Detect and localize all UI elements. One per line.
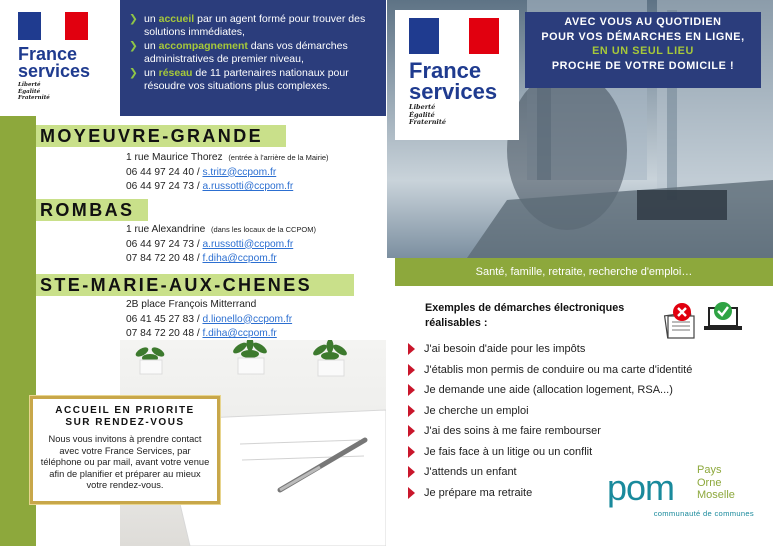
logo-line-1: France xyxy=(18,44,78,64)
example-item: Je prépare ma retraite xyxy=(408,487,532,499)
ccpom-name-line: Pays xyxy=(697,464,722,476)
ccpom-subtitle: communauté de communes xyxy=(653,509,754,518)
marianne-flag-icon xyxy=(18,12,88,40)
city-ste-marie: STE-MARIE-AUX-CHENES xyxy=(40,275,313,295)
intro-box xyxy=(120,0,386,116)
arrow-right-icon xyxy=(408,364,415,376)
intro-item: ❯ un accompagnement dans vos démarches administratives de premier niveau, xyxy=(129,39,348,66)
phone[interactable]: 07 84 72 20 48 xyxy=(126,253,194,264)
phone[interactable]: 06 44 97 24 40 xyxy=(126,166,194,178)
email-link[interactable]: s.tritz@ccpom.fr xyxy=(202,166,277,178)
example-item: J'attends un enfant xyxy=(408,466,517,478)
headline-line: PROCHE DE VOTRE DOMICILE ! xyxy=(551,59,735,72)
motto-fraternite: Fraternité xyxy=(409,118,447,126)
phone[interactable]: 06 44 97 24 73 xyxy=(126,238,194,250)
phone[interactable]: 06 41 45 27 83 xyxy=(126,313,194,325)
example-item: J'établis mon permis de conduire ou ma carte d'identité xyxy=(408,364,692,376)
logo-line-2: services xyxy=(18,61,91,81)
svg-text:pom: pom xyxy=(607,467,675,508)
topics-bar: Santé, famille, retraite, recherche d'emploi… xyxy=(395,258,773,286)
arrow-right-icon xyxy=(408,343,415,355)
intro-item: ❯ un accueil par un agent formé pour trouver des solutions immédiates, xyxy=(129,13,366,39)
headline-highlight: EN UN SEUL LIEU xyxy=(592,45,694,57)
example-item: Je fais face à un litige ou un conflit xyxy=(408,446,592,458)
example-item: J'ai besoin d'aide pour les impôts xyxy=(408,343,585,355)
motto-fraternite: Fraternité xyxy=(18,95,50,101)
example-item: Je cherche un emploi xyxy=(408,405,529,417)
motto-liberte: Liberté xyxy=(409,103,436,111)
logo-line-2: services xyxy=(409,79,498,104)
motto-egalite: Égalité xyxy=(18,88,41,95)
logo-line-1: France xyxy=(409,58,482,83)
marianne-flag-icon xyxy=(409,18,499,54)
ccpom-name-line: Orne xyxy=(697,476,722,489)
city-moyeuvre-grande: MOYEUVRE-GRANDE xyxy=(40,126,264,146)
france-services-logo xyxy=(18,12,118,112)
email-link[interactable]: f.diha@ccpom.fr xyxy=(202,328,277,339)
motto-egalite: Égalité xyxy=(409,110,435,119)
arrow-right-icon xyxy=(408,425,415,437)
examples-title: Exemples de démarches électroniques réalisables : xyxy=(425,302,625,329)
priority-title-line1: ACCUEIL EN PRIORITE xyxy=(55,405,195,416)
priority-text: Nous vous invitons à prendre contact avec votre France Services, par téléphone ou par mail, avant votre venue afin de planifier et préparer au mieux votre rendez-vous. xyxy=(40,434,210,490)
motto-liberte: Liberté xyxy=(18,82,41,88)
france-services-logo-large xyxy=(395,10,519,140)
headline-line: POUR VOS DÉMARCHES EN LIGNE, xyxy=(541,30,745,43)
phone[interactable]: 07 84 72 20 48 xyxy=(126,328,194,339)
address-moyeuvre: 1 rue Maurice Thorez (entrée à l'arrière de la Mairie) 06 44 97 24 40 / s.tritz@ccpom.fr 06 44 97 24 73 / a.russotti@ccpom.fr xyxy=(126,152,329,192)
address-ste-marie: 2B place François Mitterrand 06 41 45 27 83 / d.lionello@ccpom.fr 07 84 72 20 48 / f.diha@ccpom.fr xyxy=(126,299,293,339)
laptop-check-icon xyxy=(702,300,744,334)
paper-documents-icon xyxy=(662,300,702,340)
arrow-right-icon xyxy=(408,405,415,417)
arrow-right-icon xyxy=(408,384,415,396)
ccpom-name-line: Moselle xyxy=(697,489,735,501)
arrow-right-icon xyxy=(408,487,415,499)
example-item: Je demande une aide (allocation logement, RSA...) xyxy=(408,384,673,396)
logo-motto xyxy=(409,104,519,127)
headline-line: AVEC VOUS AU QUOTIDIEN xyxy=(564,16,722,28)
email-link[interactable]: a.russotti@ccpom.fr xyxy=(202,238,294,250)
chevron-right-icon: ❯ xyxy=(129,13,138,25)
arrow-right-icon xyxy=(408,466,415,478)
email-link[interactable]: a.russotti@ccpom.fr xyxy=(202,181,294,192)
email-link[interactable]: d.lionello@ccpom.fr xyxy=(202,313,293,325)
headline-box xyxy=(525,12,761,88)
address-rombas: 1 rue Alexandrine (dans les locaux de la CCPOM) 06 44 97 24 73 / a.russotti@ccpom.fr 07 84 72 20 48 / f.diha@ccpom.fr xyxy=(126,224,317,264)
priority-notice xyxy=(30,396,220,504)
email-link[interactable]: f.diha@ccpom.fr xyxy=(202,253,277,264)
ccpom-name xyxy=(697,464,735,502)
example-item: J'ai des soins à me faire rembourser xyxy=(408,425,601,437)
chevron-right-icon: ❯ xyxy=(129,39,138,52)
priority-title xyxy=(39,405,211,429)
chevron-right-icon: ❯ xyxy=(129,66,138,79)
city-rombas: ROMBAS xyxy=(40,200,135,220)
logo-motto xyxy=(18,82,118,102)
arrow-right-icon xyxy=(408,446,415,458)
phone[interactable]: 06 44 97 24 73 xyxy=(126,181,194,192)
intro-item: ❯ un réseau de 11 partenaires nationaux pour résoudre vos situations plus complexes. xyxy=(129,66,349,93)
priority-title-line2: SUR RENDEZ-VOUS xyxy=(65,417,185,428)
